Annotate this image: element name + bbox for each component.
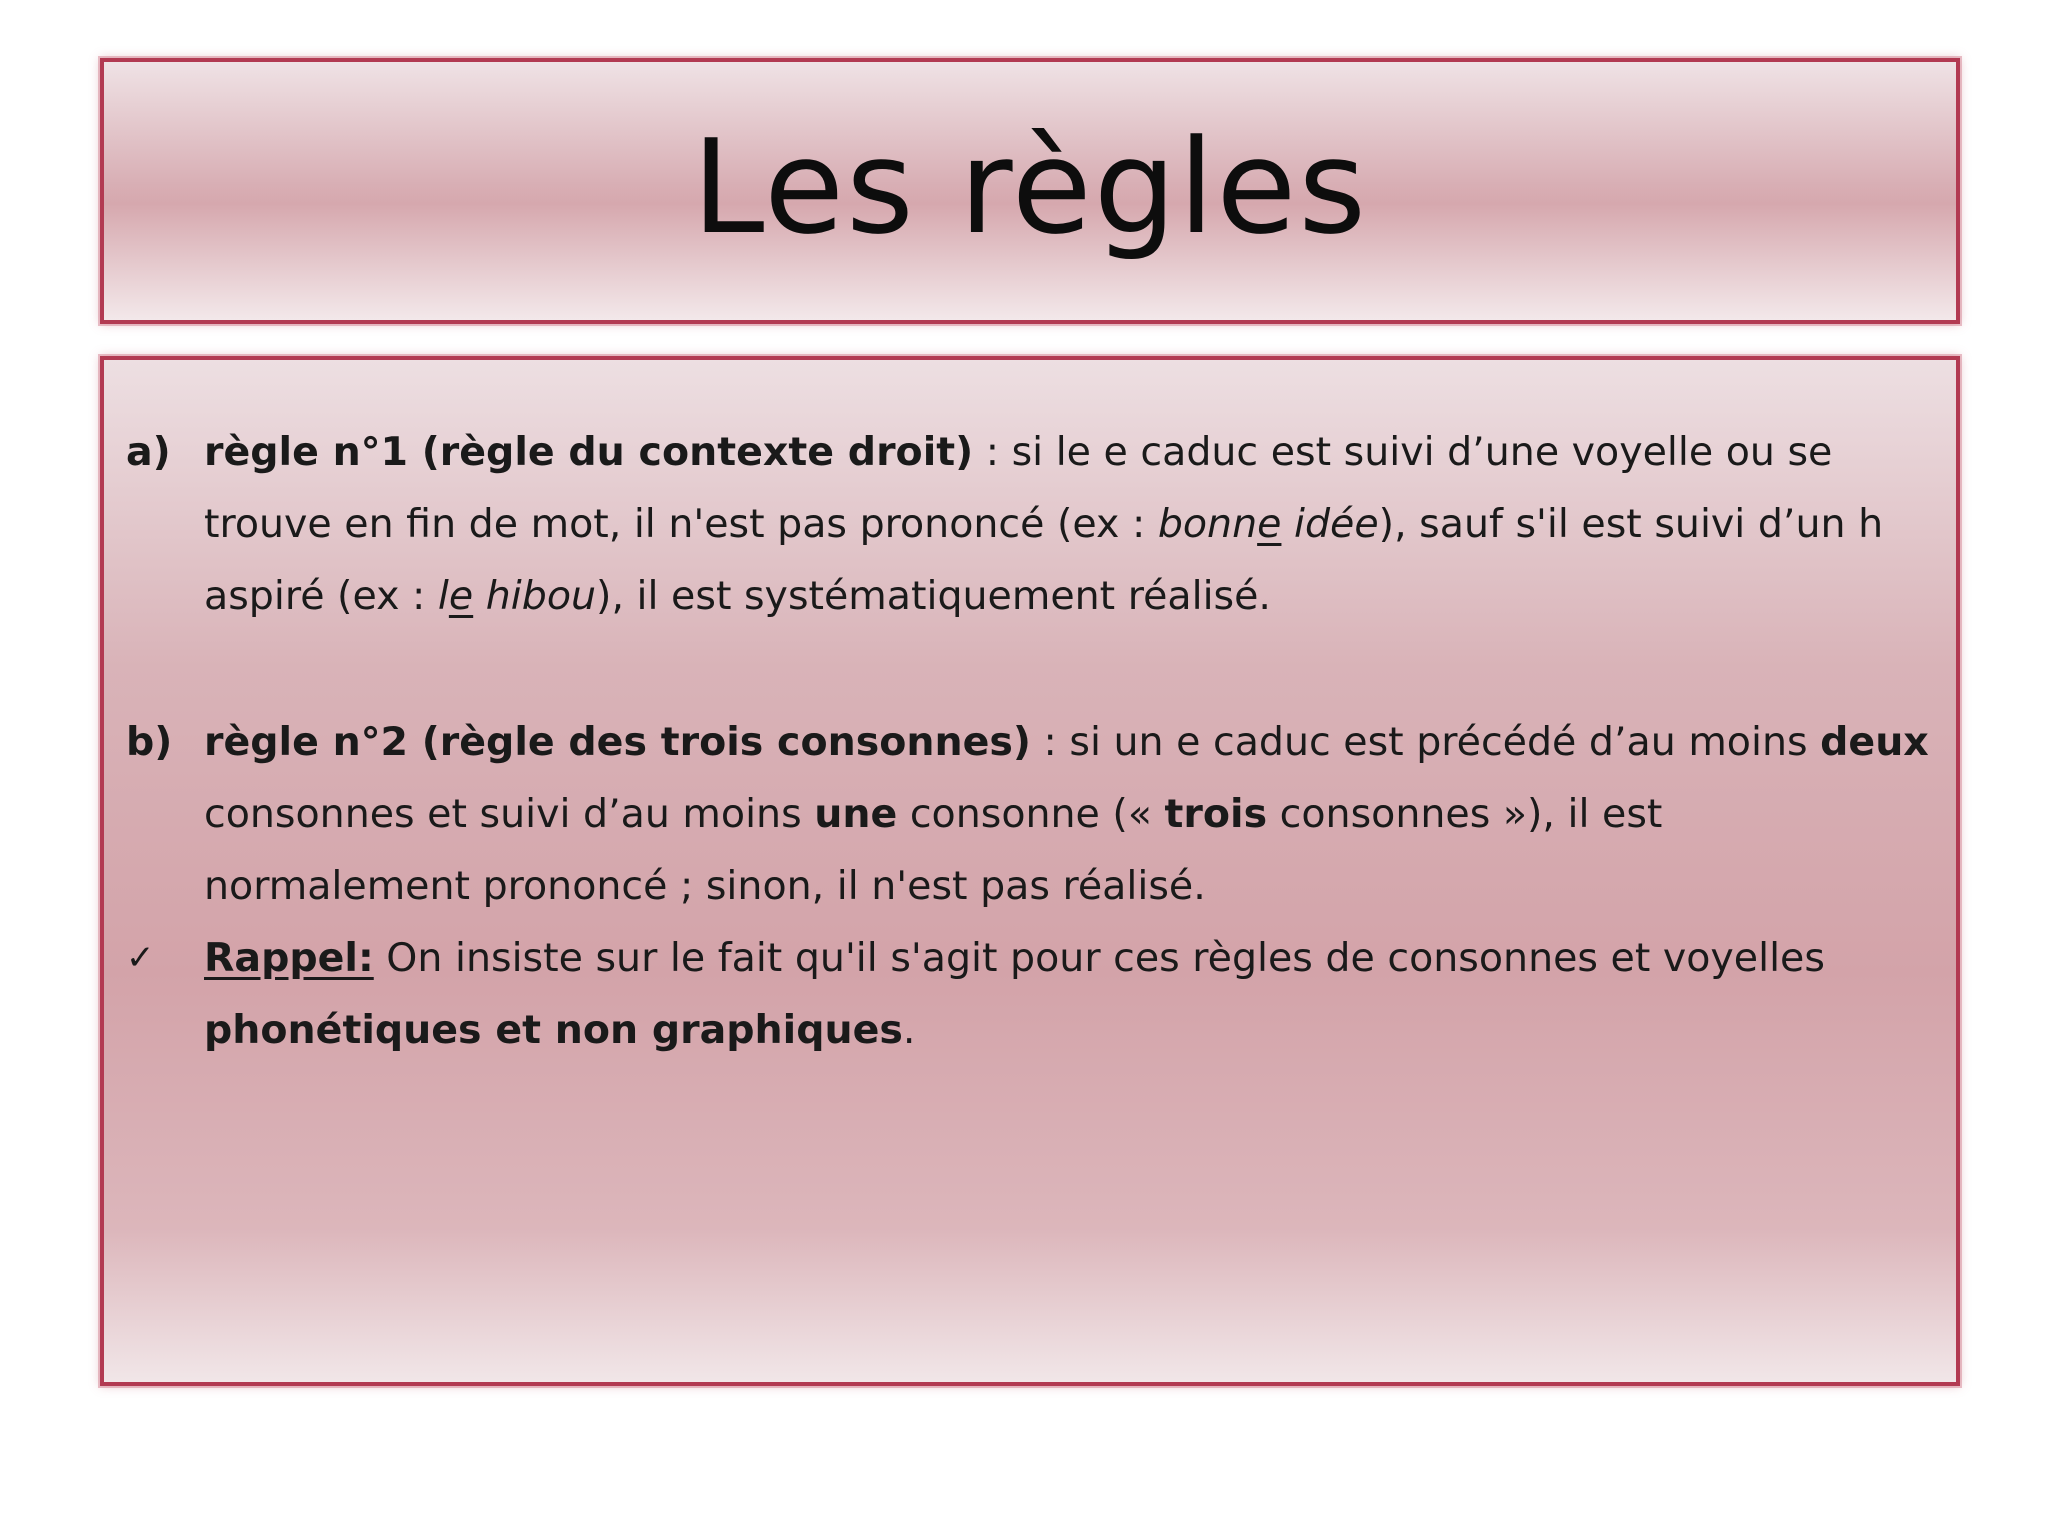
rule-b-text-1: : si un e caduc est précédé d’au moins bbox=[1030, 719, 1821, 765]
rule-a-text bbox=[204, 416, 1936, 632]
example-word-part: hibou bbox=[473, 573, 597, 619]
rule-a-heading: règle n°1 (règle du contexte droit) bbox=[204, 429, 974, 475]
reminder-text bbox=[204, 922, 1936, 1066]
example-e-underlined: e bbox=[1257, 501, 1282, 547]
reminder bbox=[126, 922, 1936, 1066]
rule-b-heading: règle n°2 (règle des trois consonnes) bbox=[204, 719, 1031, 765]
bold-deux: deux bbox=[1820, 719, 1929, 765]
reminder-text-1: On insiste sur le fait qu'il s'agit pour ces règles de consonnes et voyelles bbox=[373, 935, 1825, 981]
rule-b-marker: b) bbox=[126, 719, 173, 765]
reminder-bold: phonétiques et non graphiques bbox=[204, 1007, 903, 1053]
bold-une: une bbox=[814, 791, 898, 837]
rule-a-marker: a) bbox=[126, 429, 171, 475]
example-e-underlined: e bbox=[448, 573, 474, 619]
rule-a-text-3: ), il est systématiquement réalisé. bbox=[596, 573, 1271, 619]
content-box bbox=[100, 356, 1960, 1386]
rule-a-text-2: ), sauf s'il est suivi d’un h aspiré (ex : bbox=[204, 501, 1884, 619]
rule-b-text-2: consonnes et suivi d’au moins bbox=[204, 791, 815, 837]
reminder-text-2: . bbox=[902, 1007, 916, 1053]
rule-b-text-3: consonne (« bbox=[897, 791, 1165, 837]
rule-a bbox=[126, 416, 1936, 632]
rule-b-text bbox=[204, 706, 1936, 922]
title-box bbox=[100, 58, 1960, 324]
rule-a-text-1: : si le e caduc est suivi d’une voyelle ou se trouve en fin de mot, il n'est pas prononcé (ex : bbox=[204, 429, 1833, 547]
rule-b-text-4: consonnes »), il est normalement prononcé ; sinon, il n'est pas réalisé. bbox=[204, 791, 1663, 909]
example-le-hibou bbox=[438, 573, 596, 619]
reminder-label: Rappel: bbox=[204, 935, 374, 981]
slide-title: Les règles bbox=[691, 111, 1369, 263]
rule-b bbox=[126, 706, 1936, 922]
example-word-part: bonn bbox=[1157, 501, 1258, 547]
checkmark-icon: ✓ bbox=[126, 938, 155, 978]
example-word-part: idée bbox=[1281, 501, 1379, 547]
example-word-part: l bbox=[437, 573, 449, 619]
bold-trois: trois bbox=[1164, 791, 1268, 837]
example-bonne-idee bbox=[1158, 501, 1379, 547]
